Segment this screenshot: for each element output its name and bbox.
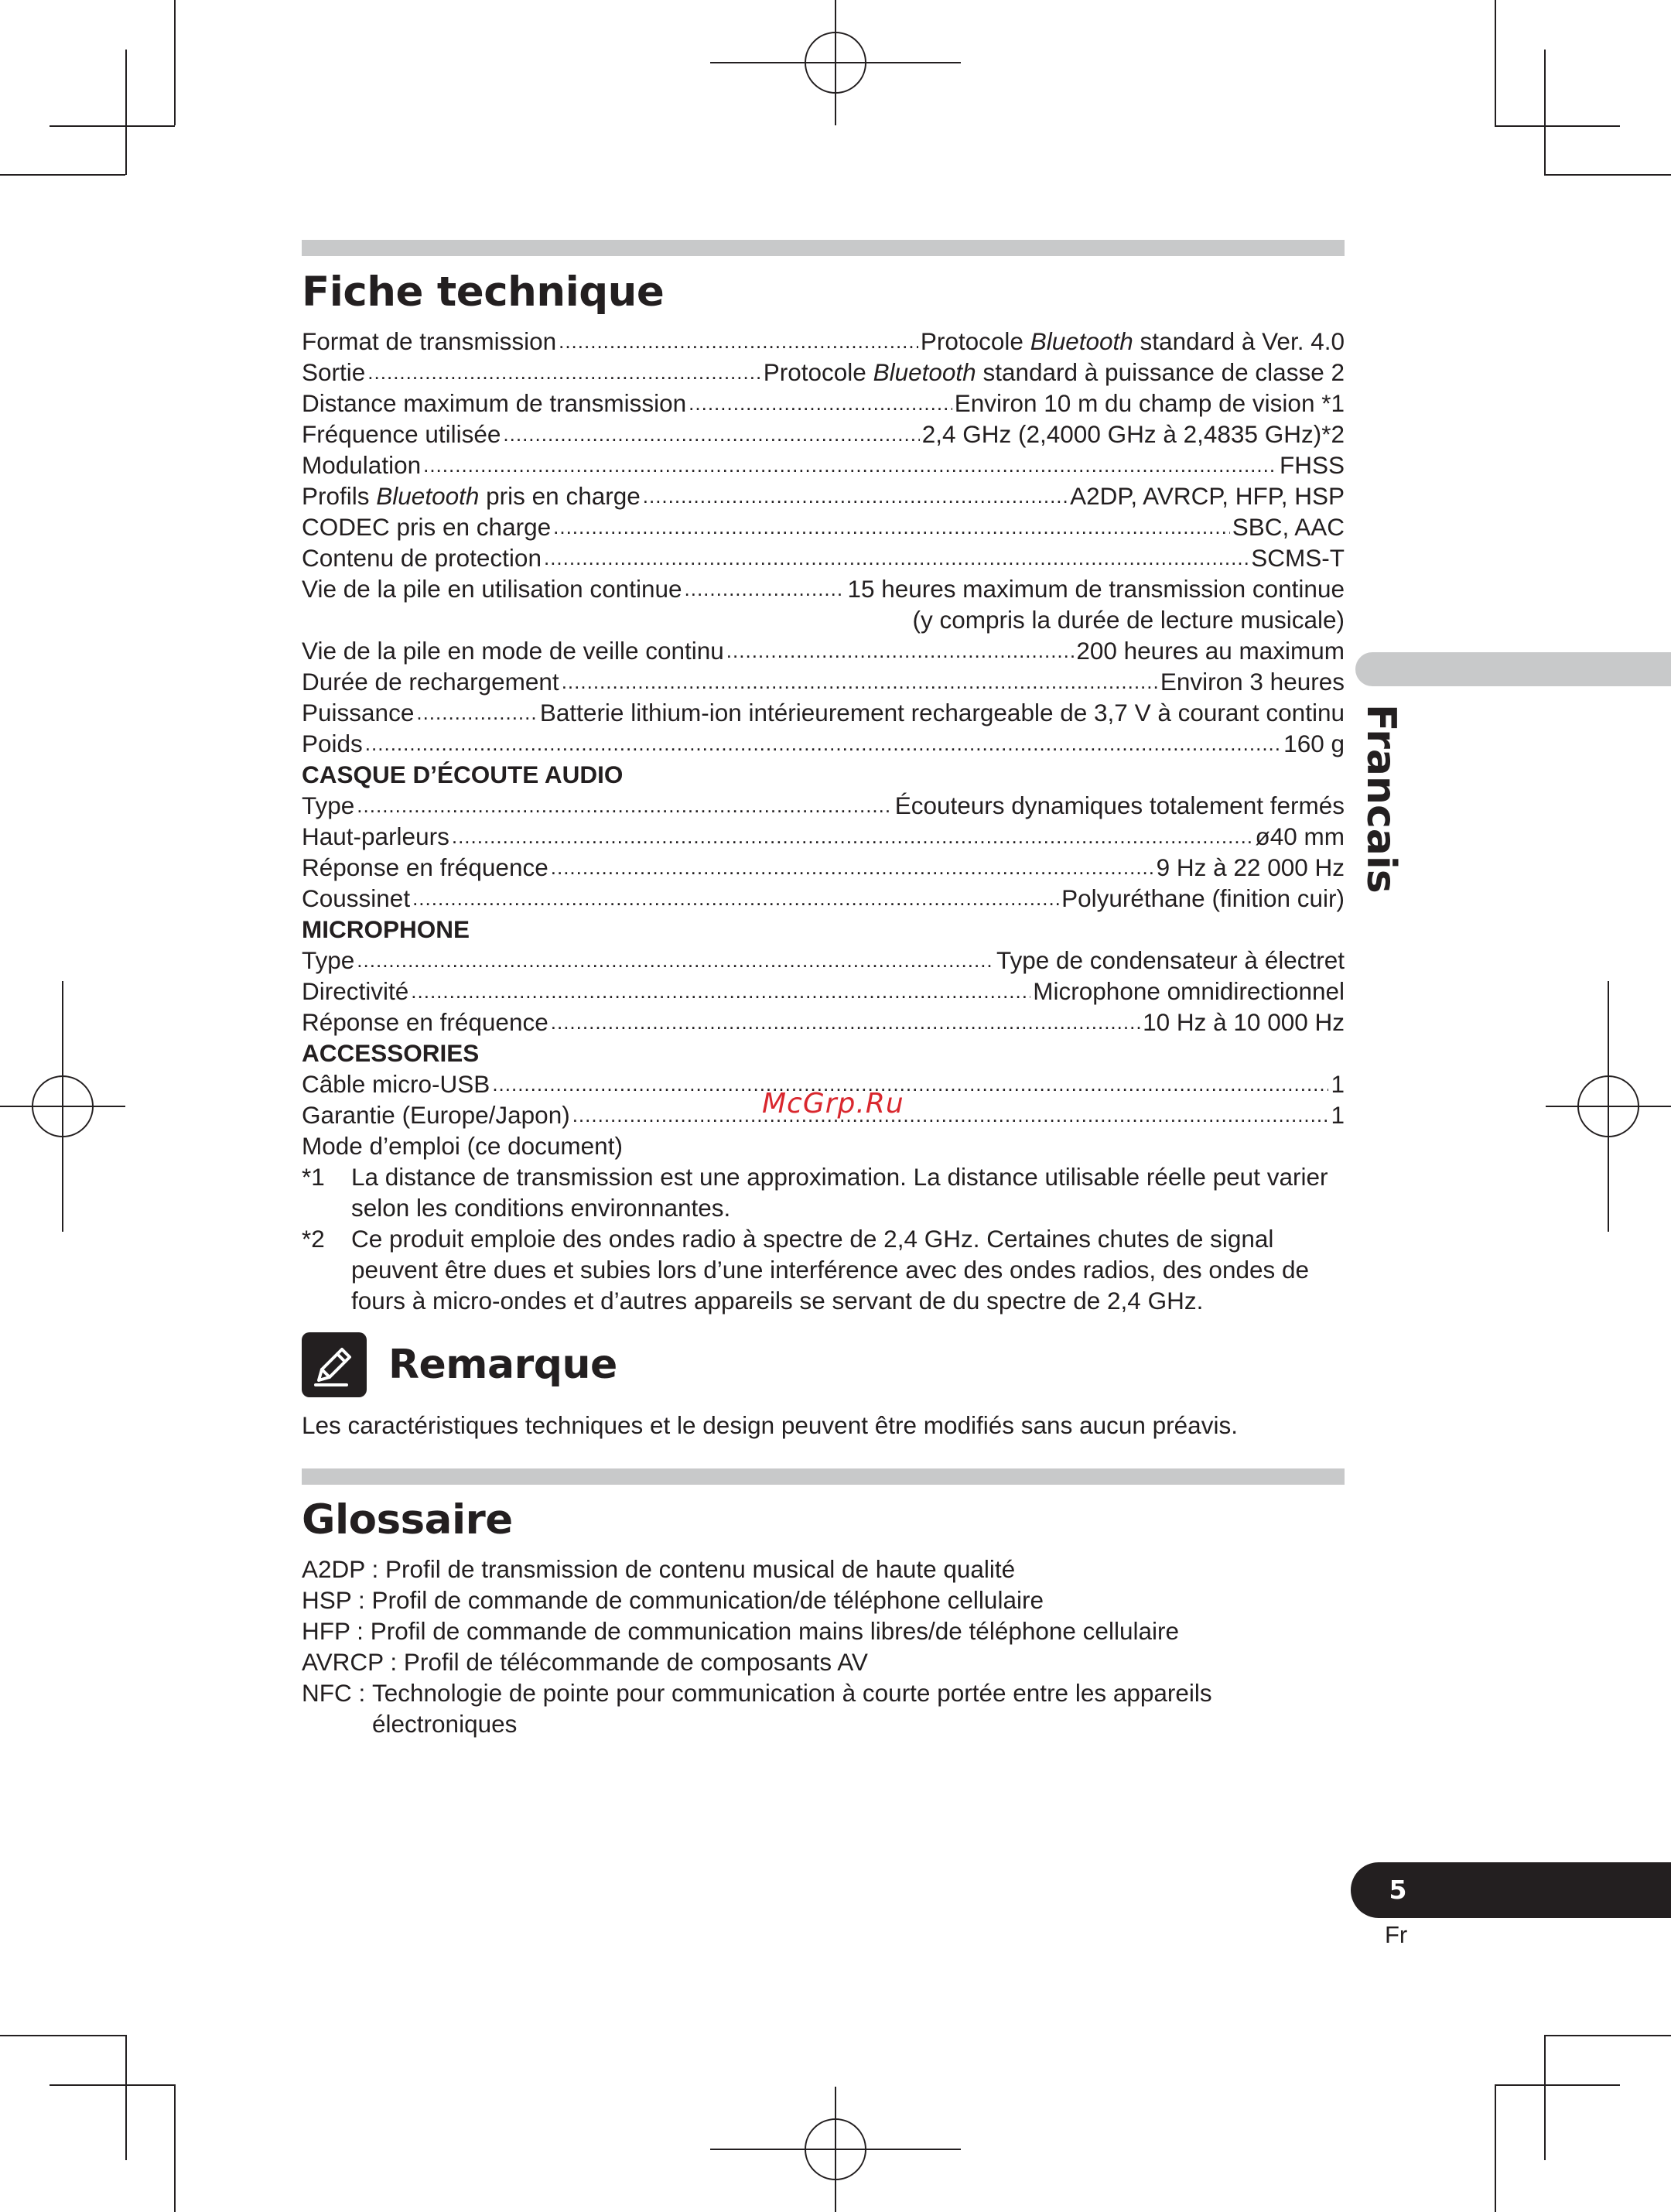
spec-row: Modulation ..... FHSS	[302, 450, 1345, 480]
watermark: McGrp.Ru	[762, 1088, 904, 1120]
footnote-1: *1 La distance de transmission est une approximation. La distance utilisable réelle peut varier selon les conditions environnantes.	[302, 1163, 1328, 1222]
spec-row: Type ..... Écouteurs dynamiques totalement fermés	[302, 790, 1345, 821]
glossary-item: HSP : Profil de commande de communication/de téléphone cellulaire	[302, 1586, 1044, 1614]
spec-row: Sortie ..... Protocole Bluetooth standard à puissance de classe 2	[302, 357, 1345, 388]
spec-row: Réponse en fréquence ..... 10 Hz à 10 000 Hz	[302, 1007, 1345, 1038]
spec-row: Profils Bluetooth pris en charge ..... A2DP, AVRCP, HFP, HSP	[302, 480, 1345, 511]
glossary-list	[302, 1554, 1345, 1739]
glossary-item: AVRCP : Profil de télécommande de composants AV	[302, 1648, 868, 1676]
spec-row: Câble micro-USB ..... 1	[302, 1068, 1345, 1099]
specs-title: Fiche technique	[302, 268, 665, 316]
spec-row: Poids ..... 160 g	[302, 728, 1345, 759]
spec-row: Coussinet ..... Polyuréthane (finition cuir)	[302, 883, 1345, 914]
page-number: 5	[1389, 1875, 1407, 1905]
accessories-heading: ACCESSORIES	[302, 1039, 480, 1067]
spec-row: Vie de la pile en utilisation continue ..... 15 heures maximum de transmission continue	[302, 573, 1345, 604]
language-tab-label: Francais	[1358, 704, 1404, 894]
language-tab	[1355, 652, 1671, 686]
spec-row: Distance maximum de transmission ..... Environ 10 m du champ de vision *1	[302, 388, 1345, 419]
glossary-item: HFP : Profil de commande de communication mains libres/de téléphone cellulaire	[302, 1617, 1179, 1645]
glossary-item: NFC : Technologie de pointe pour communication à courte portée entre les appareils électroniques	[302, 1679, 1212, 1738]
spec-row: Haut-parleurs ..... ø40 mm	[302, 821, 1345, 852]
spec-row: CODEC pris en charge ..... SBC, AAC	[302, 511, 1345, 542]
spec-row: Puissance ..... Batterie lithium-ion intérieurement rechargeable de 3,7 V à courant continu	[302, 697, 1345, 728]
remark-text: Les caractéristiques techniques et le design peuvent être modifiés sans aucun préavis.	[302, 1411, 1238, 1439]
spec-row: Directivité ..... Microphone omnidirectionnel	[302, 976, 1345, 1007]
microphone-heading: MICROPHONE	[302, 915, 470, 943]
spec-row: Garantie (Europe/Japon) ..... 1	[302, 1099, 1345, 1130]
spec-row: Durée de rechargement ..... Environ 3 heures	[302, 666, 1345, 697]
spec-row: Réponse en fréquence ..... 9 Hz à 22 000 Hz	[302, 852, 1345, 883]
spec-row: Vie de la pile en mode de veille continu ..... 200 heures au maximum	[302, 635, 1345, 666]
spec-row: Fréquence utilisée ..... 2,4 GHz (2,4000 GHz à 2,4835 GHz)*2	[302, 419, 1345, 450]
page-language-code: Fr	[1385, 1921, 1408, 1948]
pencil-note-icon	[302, 1332, 367, 1397]
spec-row: Contenu de protection ..... SCMS-T	[302, 542, 1345, 573]
glossary-item: A2DP : Profil de transmission de contenu musical de haute qualité	[302, 1555, 1016, 1583]
footnote-2: *2 Ce produit emploie des ondes radio à spectre de 2,4 GHz. Certaines chutes de signal peuvent être dues et subies lors d’une interférence avec des ondes radios, des ondes de fours à micro-ondes et d’autres appareils se servant de du spectre de 2,4 GHz.	[302, 1225, 1310, 1315]
remark-title: Remarque	[388, 1342, 617, 1388]
glossary-title: Glossaire	[302, 1496, 513, 1544]
spec-row-continuation: (y compris la durée de lecture musicale)	[912, 606, 1345, 634]
section-bar-glossary	[302, 1468, 1345, 1485]
headphones-heading: CASQUE D’ÉCOUTE AUDIO	[302, 761, 624, 788]
spec-list	[302, 326, 1345, 1316]
manual-line: Mode d’emploi (ce document)	[302, 1132, 623, 1160]
section-bar-specs	[302, 240, 1345, 256]
spec-row: Type ..... Type de condensateur à électret	[302, 945, 1345, 976]
spec-row: Format de transmission ..... Protocole Bluetooth standard à Ver. 4.0	[302, 326, 1345, 357]
